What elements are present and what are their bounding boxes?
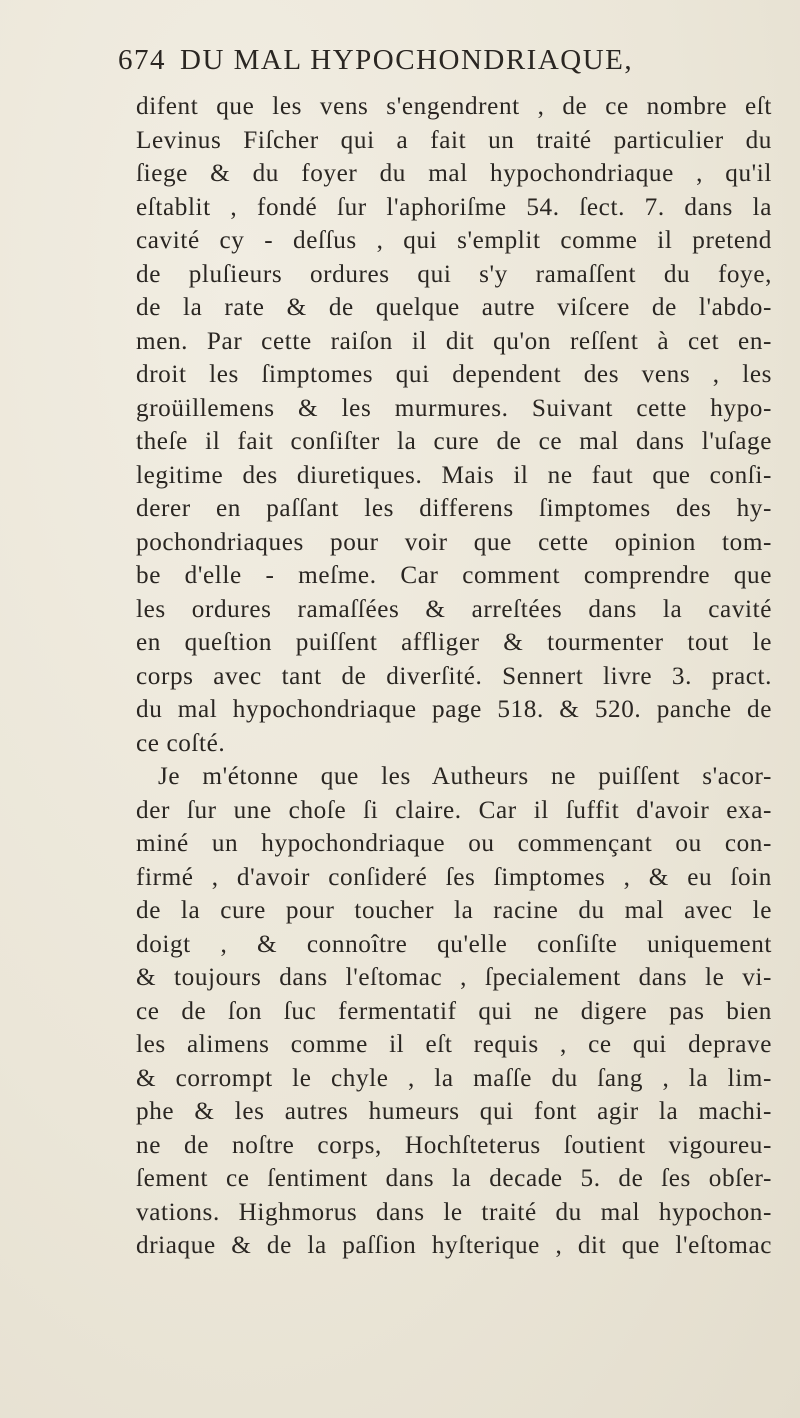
text-line: vations. Highmorus dans le traité du mal hypochon- <box>136 1198 772 1226</box>
text-line: de la rate & de quelque autre viſcere de l'abdo- <box>136 294 772 321</box>
text-line: Levinus Fiſcher qui a fait un traité particulier du <box>136 126 772 154</box>
text-line: & toujours dans l'eſtomac , ſpecialement dans le vi- <box>136 964 772 991</box>
body-text <box>136 90 772 1263</box>
text-line: ne de noſtre corps, Hochſteterus ſoutient vigoureu- <box>136 1131 772 1159</box>
text-line: der ſur une choſe ſi claire. Car il ſuffit d'avoir exa- <box>136 796 772 824</box>
text-line: les ordures ramaſſées & arreſtées dans la cavité <box>136 595 772 623</box>
text-line: cavité cy - deſſus , qui s'emplit comme il pretend <box>136 227 772 254</box>
text-line: droit les ſimptomes qui dependent des vens , les <box>136 361 772 388</box>
text-line: be d'elle - meſme. Car comment comprendre que <box>136 562 772 589</box>
text-line: Je m'étonne que les Autheurs ne puiſſent s'acor- <box>158 763 772 790</box>
text-line: les alimens comme il eſt requis , ce qui deprave <box>136 1031 772 1058</box>
text-line: & corrompt le chyle , la maſſe du ſang , la lim- <box>136 1064 772 1092</box>
text-line: doigt , & connoître qu'elle conſiſte uniquement <box>136 930 772 958</box>
text-line: miné un hypochondriaque ou commençant ou con- <box>136 830 772 857</box>
page-number: 674 <box>118 44 166 76</box>
text-line: pochondriaques pour voir que cette opinion tom- <box>136 528 772 556</box>
text-line: legitime des diuretiques. Mais il ne faut que conſi- <box>136 461 772 489</box>
running-title: DU MAL HYPOCHONDRIAQUE, <box>180 44 634 76</box>
text-line: eſtablit , fondé ſur l'aphoriſme 54. ſect. 7. dans la <box>136 193 772 221</box>
text-line: du mal hypochondriaque page 518. & 520. panche de <box>136 696 772 723</box>
text-line: ſement ce ſentiment dans la decade 5. de ſes obſer- <box>136 1165 772 1192</box>
text-line: difent que les vens s'engendrent , de ce nombre eſt <box>136 93 772 120</box>
text-line: en queſtion puiſſent affliger & tourmenter tout le <box>136 629 772 656</box>
text-line: firmé , d'avoir conſideré ſes ſimptomes , & eu ſoin <box>136 863 772 891</box>
text-line: ce coſté. <box>136 729 226 757</box>
text-line: derer en paſſant les differens ſimptomes des hy- <box>136 495 772 522</box>
text-line: groüillemens & les murmures. Suivant cette hypo- <box>136 394 772 422</box>
text-line: ce de ſon ſuc fermentatif qui ne digere pas bien <box>136 997 772 1025</box>
text-line: phe & les autres humeurs qui font agir la machi- <box>136 1098 772 1125</box>
text-line: de la cure pour toucher la racine du mal avec le <box>136 897 772 924</box>
text-line: corps avec tant de diverſité. Sennert livre 3. pract. <box>136 662 772 690</box>
text-line: men. Par cette raiſon il dit qu'on reſſent à cet en- <box>136 327 772 355</box>
text-line: theſe il fait conſiſter la cure de ce mal dans l'uſage <box>136 428 772 455</box>
page-header <box>118 44 758 88</box>
text-line: ſiege & du foyer du mal hypochondriaque , qu'il <box>136 160 772 187</box>
text-line: de pluſieurs ordures qui s'y ramaſſent du foye, <box>136 260 772 288</box>
text-line: driaque & de la paſſion hyſterique , dit que l'eſtomac <box>136 1232 772 1259</box>
